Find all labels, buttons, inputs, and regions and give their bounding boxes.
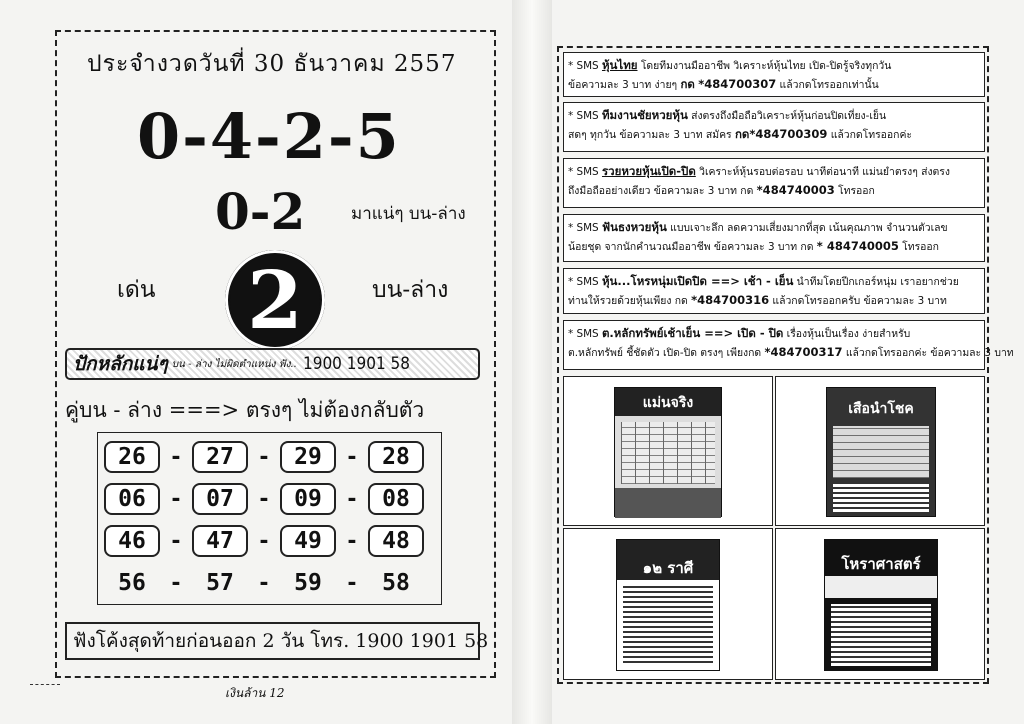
- main-numbers: 0-4-2-5: [137, 100, 401, 173]
- grid-row: [104, 567, 424, 599]
- magazine-cover-ad: [826, 387, 936, 517]
- cover-title: แม่นจริง: [642, 395, 694, 411]
- featured-digit-circle: 2: [225, 250, 325, 350]
- sms-price: ถึงมือถืออย่างเดียว ข้อความละ 3 บาท กด: [568, 185, 754, 197]
- cover-text-lines: [833, 484, 929, 512]
- sms-description: โดยทีมงานมืออาชีพ วิเคราะห์หุ้นไทย เปิด-ปิดรู้จริงทุกวัน: [640, 60, 892, 72]
- left-page: [55, 30, 496, 678]
- sms-block: [563, 268, 985, 314]
- magazine-cover-ad: [824, 539, 938, 671]
- ad-box: [563, 528, 773, 680]
- grid-number: 08: [368, 483, 424, 515]
- ad-box: [775, 376, 985, 526]
- featured-label: เด่น: [117, 277, 156, 303]
- cover-text-lines: [623, 586, 713, 666]
- banner-bold-text: ปักหลักแน่ๆ: [73, 353, 168, 375]
- sms-instruction: แล้วกดโทรออกค่ะ: [830, 129, 912, 141]
- grid-separator: -: [171, 528, 181, 554]
- book-spine: [512, 0, 552, 724]
- pair-note: มาแน่ๆ บน-ล่าง: [351, 204, 466, 224]
- page-number: เงินล้าน 12: [225, 686, 285, 700]
- grid-separator: -: [347, 570, 357, 596]
- grid-row: [104, 441, 424, 473]
- magazine-cover-ad: [616, 539, 720, 671]
- cover-text-lines: [831, 604, 931, 666]
- sms-service-name: หุ้นไทย: [601, 58, 638, 72]
- sms-prefix: * SMS: [568, 110, 599, 122]
- sms-description: ส่งตรงถึงมือถือวิเคราะห์หุ้นก่อนปิดเที่ยง-เย็น: [691, 110, 887, 122]
- sms-block: [563, 158, 985, 208]
- sms-prefix: * SMS: [568, 166, 599, 178]
- cover-title: เสือนำโชค: [848, 401, 914, 417]
- sms-code: *484700309: [749, 127, 828, 141]
- ad-box: [775, 528, 985, 680]
- sms-description: นำทีมโดยปีกเกอร์หนุ่ม เราอยากช่วย: [796, 276, 959, 288]
- grid-number: 47: [192, 525, 248, 557]
- grid-separator: -: [347, 528, 357, 554]
- grid-number: 27: [192, 441, 248, 473]
- sms-instruction: โทรออก: [838, 185, 875, 197]
- cover-sub-band: [825, 576, 937, 598]
- right-page: [557, 46, 1014, 684]
- sms-code: *484740003: [756, 183, 835, 197]
- sms-instruction: แล้วกดโทรออกค่ะ ข้อความละ 3 บาท: [845, 347, 1014, 359]
- grid-number: 59: [294, 570, 322, 596]
- sms-block: [563, 320, 1014, 370]
- sms-block: [563, 214, 985, 262]
- featured-position: บน-ล่าง: [372, 277, 449, 303]
- grid-row: [104, 525, 424, 557]
- sms-price: น้อยชุด จากนักคำนวณมืออาชีพ ข้อความละ 3 บาท กด: [568, 241, 814, 253]
- grid-number: 46: [104, 525, 160, 557]
- sms-code-label: กด: [680, 77, 695, 91]
- pair-numbers: 0-2: [215, 182, 306, 241]
- sms-service-name: หุ้น...โหรหนุ่มเปิดปิด ==> เช้า - เย็น: [601, 274, 794, 288]
- sms-code: *484700316: [691, 293, 770, 307]
- grid-number: 49: [280, 525, 336, 557]
- banner-small-text: บน - ล่าง ไม่ผิดตำแหน่ง ฟัง..: [171, 358, 297, 370]
- cover-bottom-band: [615, 488, 721, 518]
- sms-code-label: กด: [734, 127, 750, 141]
- cover-title: โหราศาสตร์: [841, 555, 921, 573]
- cover-table: [833, 426, 929, 478]
- grid-separator: -: [259, 570, 269, 596]
- sms-description: เรื่องหุ้นเป็นเรื่อง ง่ายสำหรับ: [786, 328, 911, 340]
- sms-block: [563, 102, 985, 152]
- draw-date-title: ประจำงวดวันที่ 30 ธันวาคม 2557: [87, 51, 457, 77]
- sms-service-name: ฟันธงหวยหุ้น: [601, 220, 667, 234]
- sms-code: *484700307: [698, 77, 777, 91]
- grid-number: 58: [382, 570, 410, 596]
- sms-prefix: * SMS: [568, 276, 599, 288]
- grid-number: 29: [280, 441, 336, 473]
- grid-separator: -: [259, 444, 269, 470]
- grid-separator: -: [259, 486, 269, 512]
- sms-prefix: * SMS: [568, 222, 599, 234]
- grid-separator: -: [171, 570, 181, 596]
- cover-table-cols: [621, 422, 715, 484]
- number-grid: [97, 432, 442, 605]
- sms-instruction: โทรออก: [902, 241, 939, 253]
- grid-separator: -: [171, 486, 181, 512]
- sms-description: วิเคราะห์หุ้นรอบต่อรอบ นาทีต่อนาที แม่นยำตรงๆ ส่งตรง: [699, 166, 950, 178]
- sms-instruction: แล้วกดโทรออกเท่านั้น: [779, 79, 879, 91]
- grid-number: 56: [118, 570, 146, 596]
- grid-row: [104, 483, 424, 515]
- grid-number: 07: [192, 483, 248, 515]
- sms-instruction: แล้วกดโทรออกครับ ข้อความละ 3 บาท: [772, 295, 947, 307]
- sure-bet-banner: [65, 348, 480, 380]
- ad-box: [563, 376, 773, 526]
- sms-block: [563, 52, 985, 97]
- cover-title: ๑๒ ราศี: [642, 559, 694, 577]
- sms-prefix: * SMS: [568, 60, 599, 72]
- grid-separator: -: [347, 444, 357, 470]
- sms-price: ข้อความละ 3 บาท ง่ายๆ: [568, 79, 678, 91]
- sms-price: สดๆ ทุกวัน ข้อความละ 3 บาท สมัคร: [568, 129, 732, 141]
- grid-number: 48: [368, 525, 424, 557]
- sms-price: ท่านให้รวยด้วยหุ้นเพียง กด: [568, 295, 688, 307]
- sms-code: *484700317: [764, 345, 843, 359]
- page-edge-mark: [30, 684, 60, 685]
- sms-price: ต.หลักทรัพย์ ชี้ชัดตัว เปิด-ปิด ตรงๆ เพียงกด: [568, 347, 762, 359]
- pairs-heading: คู่บน - ล่าง ===> ตรงๆ ไม่ต้องกลับตัว: [65, 398, 425, 422]
- grid-number: 26: [104, 441, 160, 473]
- grid-number: 28: [368, 441, 424, 473]
- footer-hotline: ฟังโค้งสุดท้ายก่อนออก 2 วัน โทร. 1900 1901 58: [65, 622, 480, 660]
- grid-number: 57: [206, 570, 234, 596]
- sms-service-name: รวยหวยหุ้นเปิด-ปิด: [601, 164, 696, 178]
- grid-number: 06: [104, 483, 160, 515]
- sms-service-name: ทีมงานชัยหวยหุ้น: [601, 108, 688, 122]
- sms-service-name: ต.หลักทรัพย์เช้าเย็น ==> เปิด - ปิด: [601, 326, 784, 340]
- magazine-cover-ad: [614, 387, 722, 517]
- grid-separator: -: [171, 444, 181, 470]
- sms-prefix: * SMS: [568, 328, 599, 340]
- banner-phone: 1900 1901 58: [302, 354, 410, 374]
- grid-number: 09: [280, 483, 336, 515]
- sms-code: * 484740005: [816, 239, 899, 253]
- grid-separator: -: [347, 486, 357, 512]
- sms-description: แบบเจาะลึก ลดความเสี่ยงมากที่สุด เน้นคุณภาพ จำนวนตัวเลข: [670, 222, 948, 234]
- grid-separator: -: [259, 528, 269, 554]
